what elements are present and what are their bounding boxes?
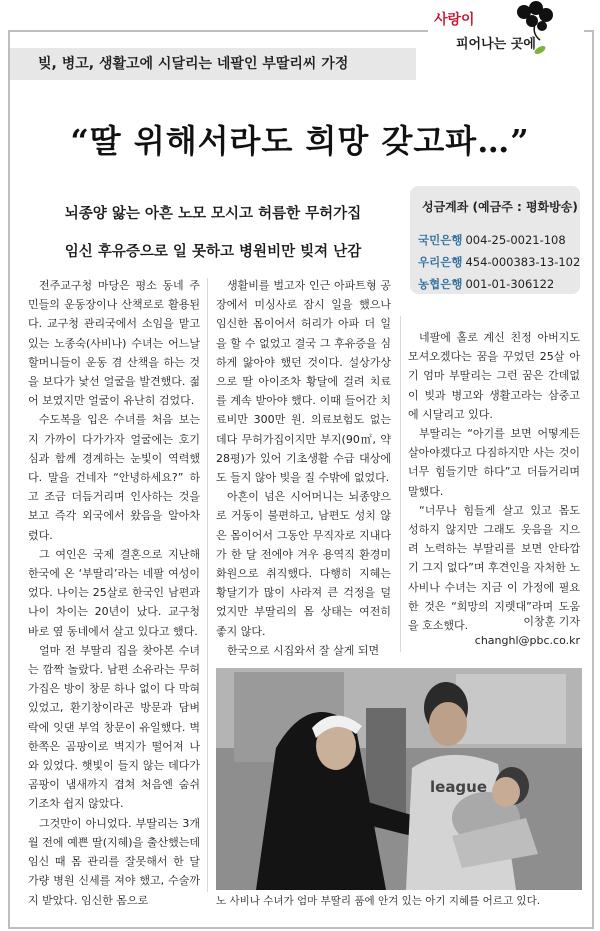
article-photo — [216, 668, 582, 890]
series-banner: 빚, 병고, 생활고에 시달리는 네팔인 부딸리씨 가정 — [10, 48, 416, 80]
logo-text-line1: 사랑이 — [434, 12, 475, 28]
paragraph: 한국으로 시집와서 잘 살게 되면 — [227, 643, 380, 657]
paragraph: 부딸리는 “아기를 보면 어떻게든 살아야겠다고 다짐하지만 사는 것이 너무 힘들기만 하다”고 더듬거리며 말했다. — [408, 427, 580, 498]
article-column-1 — [28, 276, 200, 910]
paragraph: 수도복을 입은 수녀를 처음 보는지 가까이 다가가자 얼굴에는 호기심과 함께 경계하는 눈빛이 역력했다. 말을 건네자 “안녕하세요?” 하고 조금 더듬거리며 인사하는 것을 보고 즉각 외국에서 왔음을 알아차렸다. — [28, 413, 200, 542]
photo-caption: 노 사비나 수녀가 엄마 부딸리 품에 안겨 있는 아기 지혜를 어르고 있다. — [216, 895, 541, 907]
series-logo — [428, 0, 584, 66]
headline: “딸 위해서라도 희망 갖고파…” — [70, 122, 530, 160]
subheadline-1: 뇌종양 앓는 아흔 노모 모시고 허름한 무허가집 — [64, 206, 362, 222]
account-number: 001-01-306122 — [465, 277, 555, 291]
donation-title: 성금계좌 (예금주 : 평화방송) — [422, 200, 578, 214]
bank-name: 국민은행 — [418, 233, 463, 247]
account-line — [418, 276, 554, 292]
article-column-3 — [408, 328, 580, 635]
account-line — [418, 254, 580, 270]
paragraph: 얼마 전 부딸리 집을 찾아본 수녀는 깜짝 놀랐다. 남편 소유라는 무허가집은 방이 창문 하나 없이 다 막혀 있었고, 환기창이라곤 방문과 담벼락에 잇댄 부엌 창문이 유일했다. 벽 한쪽은 곰팡이로 벽지가 떨어져 나와 있었다. 햇빛이 들지 않는 데다가 곰팡이 냄새까지 겹쳐 처음엔 숨쉬기조차 쉽지 않았다. — [28, 643, 200, 811]
bank-name: 우리은행 — [418, 255, 463, 269]
article-column-2 — [216, 276, 391, 660]
donation-box — [410, 186, 580, 294]
column-divider — [207, 278, 208, 892]
paragraph: 그 여인은 국제 결혼으로 지난해 한국에 온 ‘부딸리’라는 네팔 여성이었다. 나이는 25살로 한국인 남편과 나이 차이는 20년이 났다. 교구청 바로 옆 동네에서 살고 있다고 했다. — [28, 547, 200, 638]
reporter-name: 이창훈 기자 — [523, 615, 580, 628]
paragraph: 전주교구청 마당은 평소 동네 주민들의 운동장이나 산책로로 활용된다. 교구청 관리국에서 소임을 맡고 있는 노종숙(사비나) 수녀는 어느날 할머니들이 운동 겸 산책을 하는 것을 보다가 낯선 얼굴을 발견했다. 젊어 보였지만 얼굴이 유난히 검었다. — [28, 279, 200, 408]
paragraph: 아흔이 넘은 시어머니는 뇌종양으로 거동이 불편하고, 남편도 성치 않은 몸이어서 그동안 무직자로 지내다가 한 달 전에야 겨우 용역직 환경미화원으로 취직했다. 다행히 지혜는 황달기가 많이 사라져 큰 걱정을 덜었지만 부딸리의 몸 상태는 여전히 좋지 않다. — [216, 490, 391, 638]
paragraph: 네팔에 홀로 계신 친정 아버지도 모셔오겠다는 꿈을 꾸었던 25살 아기 엄마 부딸리는 그런 꿈은 간데없이 빚과 병고와 생활고라는 삼중고에 시달리고 있다. — [408, 331, 580, 421]
reporter-email: changhl@pbc.co.kr — [474, 634, 580, 647]
logo-text-line2: 피어나는 곳에 — [456, 37, 536, 52]
account-number: 454-000383-13-102 — [465, 255, 581, 269]
paragraph: 그것만이 아니었다. 부딸리는 3개월 전에 예쁜 딸(지혜)을 출산했는데 임신 때 몸 관리를 잘못해서 한 달 가량 병원 신세를 져야 했고, 수술까지 받았다. 임신한 몸으로 — [28, 816, 200, 907]
shirt-text: league — [430, 778, 488, 796]
byline — [408, 612, 580, 650]
account-line — [418, 232, 566, 248]
bank-name: 농협은행 — [418, 277, 463, 291]
flower-icon — [517, 1, 553, 40]
subheadline-2: 임신 후유증으로 일 못하고 병원비만 빚져 난감 — [64, 244, 362, 260]
account-number: 004-25-0021-108 — [465, 233, 566, 247]
paragraph: “너무나 힘들게 살고 있고 몸도 성하지 않지만 그래도 웃음을 지으려 노력하는 부딸리를 보면 안타깝기 그지 없다”며 후견인을 자처한 노 사비나 수녀는 지금 이 가정에 필요한 것은 “희망의 지렛대”라며 도움을 호소했다. — [408, 503, 580, 633]
column-divider — [400, 316, 401, 652]
paragraph: 생활비를 벌고자 인근 아파트형 공장에서 미싱사로 잠시 일을 했으나 임신한 몸이어서 허리가 아파 더 일을 할 수 없었고 결국 그 후유증을 심하게 앓아야 했던 것이다. 설상가상으로 딸 아이조차 황달에 걸려 치료를 계속 받아야 했다. 이때 들어간 치료비만 300만 원. 의료보험도 없는 데다 무허가집이지만 부지(90㎡, 약 28평)가 있어 기초생활 수급 대상에도 들지 않아 빚을 질 수밖에 없었다. — [216, 279, 391, 485]
